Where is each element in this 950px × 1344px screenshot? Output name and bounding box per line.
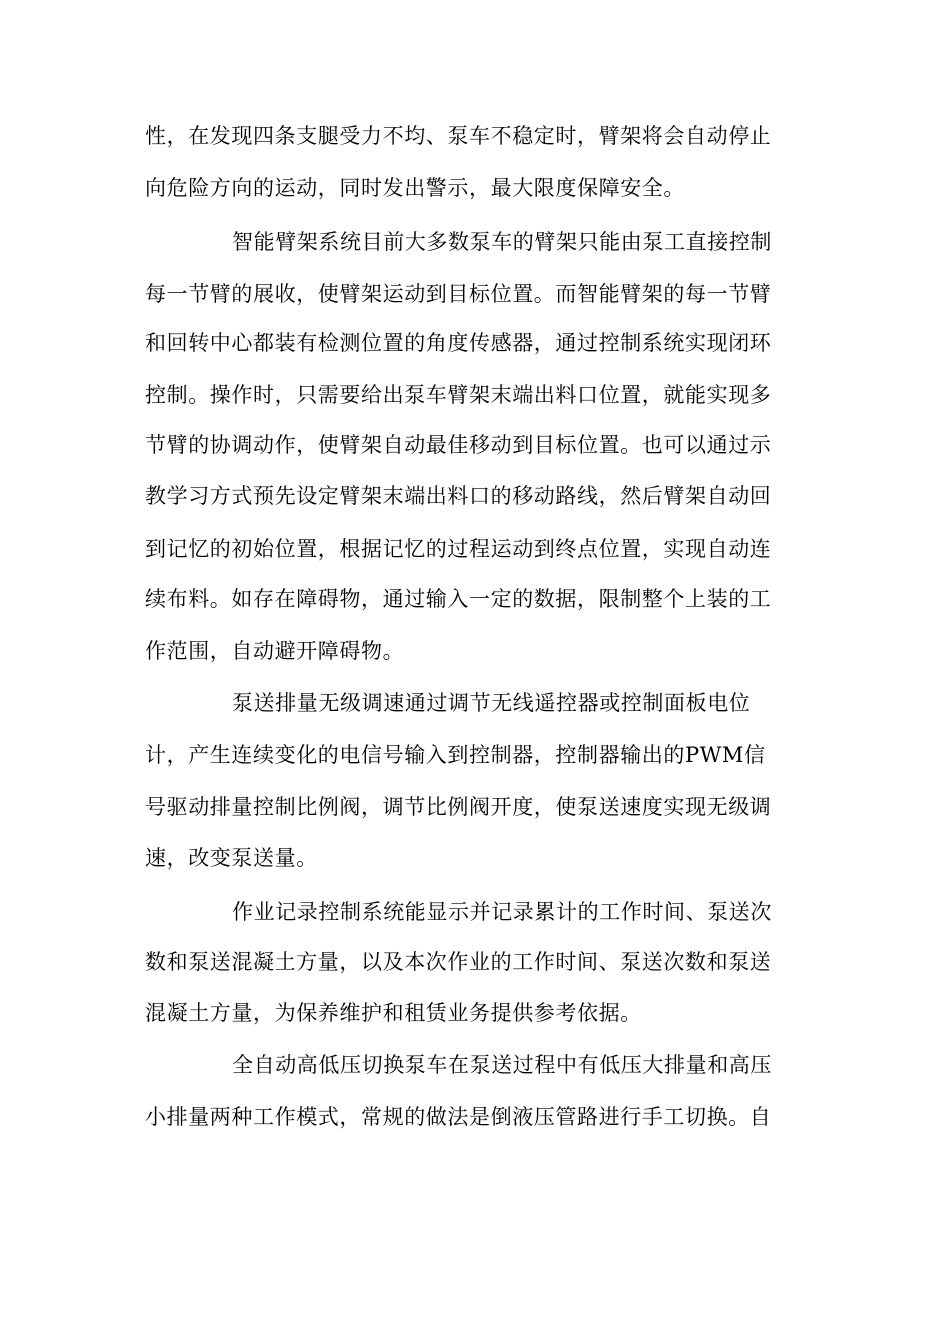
text-line: 性，在发现四条支腿受力不均、泵车不稳定时，臂架将会自动停止: [145, 124, 772, 148]
text-line: 控制。操作时，只需要给出泵车臂架末端出料口位置，就能实现多: [145, 383, 772, 407]
text-line: 数和泵送混凝土方量，以及本次作业的工作时间、泵送次数和泵送: [145, 950, 772, 974]
text-line: 小排量两种工作模式，常规的做法是倒液压管路进行手工切换。自: [145, 1105, 772, 1129]
text-line: 速，改变泵送量。: [145, 846, 318, 870]
text-line: 计，产生连续变化的电信号输入到控制器，控制器输出的PWM信: [145, 743, 766, 767]
text-line: 节臂的协调动作，使臂架自动最佳移动到目标位置。也可以通过示: [145, 433, 772, 457]
text-line: 号驱动排量控制比例阀，调节比例阀开度，使泵送速度实现无级调: [145, 795, 772, 819]
text-line: 向危险方向的运动，同时发出警示，最大限度保障安全。: [145, 176, 685, 200]
paragraph-start-line: 泵送排量无级调速通过调节无线遥控器或控制面板电位: [232, 691, 751, 715]
text-line: 到记忆的初始位置，根据记忆的过程运动到终点位置，实现自动连: [145, 537, 772, 561]
text-line: 和回转中心都装有检测位置的角度传感器，通过控制系统实现闭环: [145, 331, 772, 355]
text-line: 作范围，自动避开障碍物。: [145, 639, 405, 663]
paragraph-start-line: 智能臂架系统目前大多数泵车的臂架只能由泵工直接控制: [232, 230, 772, 254]
paragraph-start-line: 全自动高低压切换泵车在泵送过程中有低压大排量和高压: [232, 1053, 772, 1077]
text-line: 教学习方式预先设定臂架末端出料口的移动路线，然后臂架自动回: [145, 484, 772, 508]
text-line: 每一节臂的展收，使臂架运动到目标位置。而智能臂架的每一节臂: [145, 282, 772, 306]
text-line: 混凝土方量，为保养维护和租赁业务提供参考依据。: [145, 1001, 642, 1025]
text-line: 续布料。如存在障碍物，通过输入一定的数据，限制整个上装的工: [145, 587, 772, 611]
paragraph-start-line: 作业记录控制系统能显示并记录累计的工作时间、泵送次: [232, 900, 772, 924]
